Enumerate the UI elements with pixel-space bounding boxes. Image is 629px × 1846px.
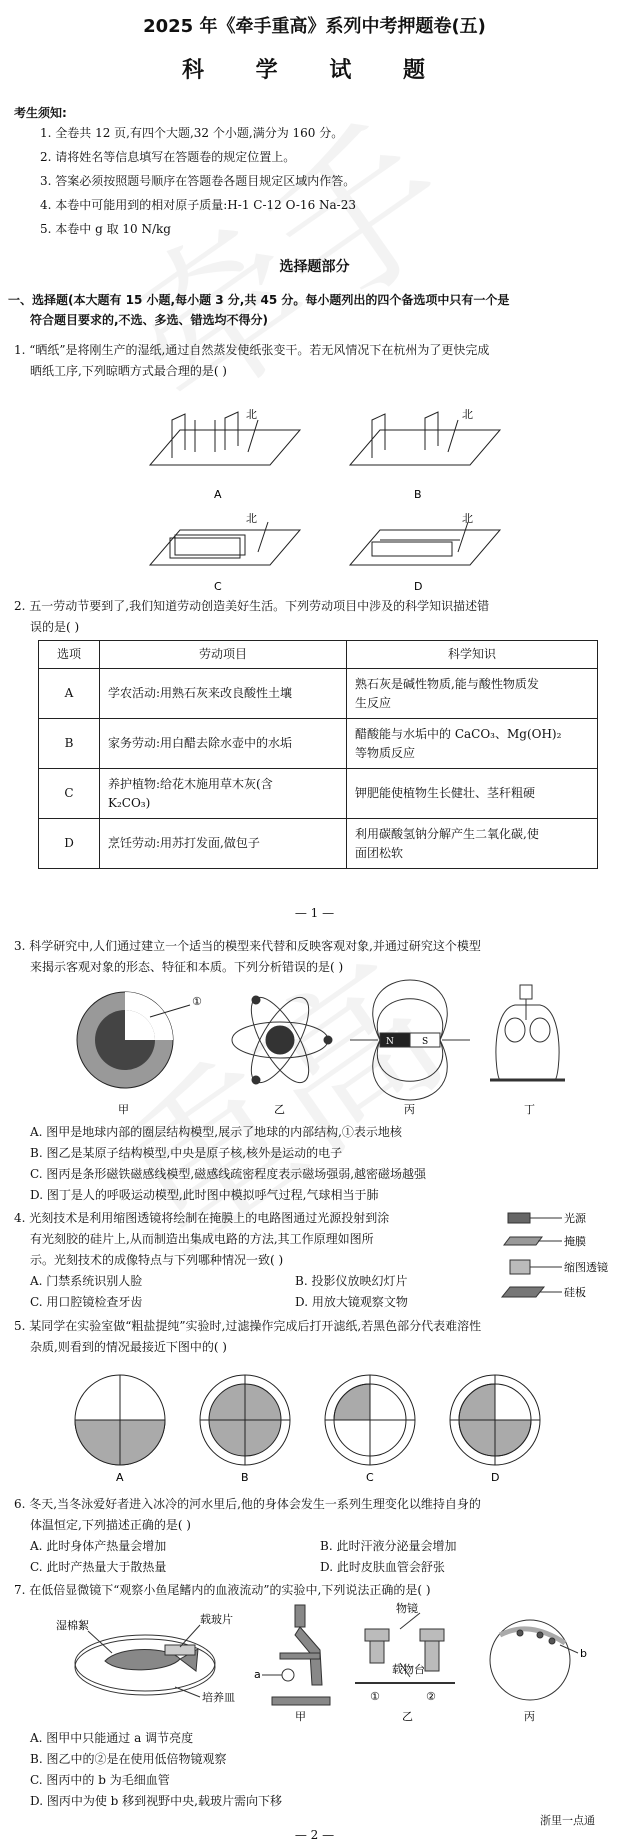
option: D. 图丁是人的呼吸运动模型,此时图中模拟呼气过程,气球相当于肺	[30, 1188, 379, 1202]
option-label-a: A	[214, 488, 222, 501]
label-slide: 载玻片	[200, 1613, 233, 1626]
q4-options	[14, 1271, 534, 1313]
notice-item: 5. 本卷中 g 取 10 N/kg	[40, 222, 171, 236]
option: A. 图甲中只能通过 a 调节亮度	[30, 1731, 194, 1745]
earth-model	[77, 992, 190, 1088]
exam-title: 2025 年《牵手重高》系列中考押题卷(五)	[143, 16, 486, 37]
table-cell: A	[39, 669, 100, 719]
question-2: 2. 五一劳动节要到了,我们知道劳动创造美好生活。下列劳动项目中涉及的科学知识描述错 误的是( )	[14, 599, 490, 634]
filter-paper-figures	[0, 1365, 629, 1490]
option: A. 门禁系统识别人脸	[30, 1274, 143, 1288]
notice-item: 1. 全卷共 12 页,有四个大题,32 个小题,满分为 160 分。	[40, 126, 344, 140]
atom-model	[232, 989, 332, 1090]
label-lens: 缩图透镜	[564, 1261, 608, 1274]
option: C. 用口腔镜检查牙齿	[30, 1295, 143, 1309]
table-row	[39, 669, 598, 719]
fig-label: 乙	[402, 1710, 413, 1723]
q1-figure-b	[350, 412, 500, 465]
north-label: 北	[462, 408, 473, 421]
north-label: 北	[246, 512, 257, 525]
question-1: 1. “晒纸”是将刚生产的湿纸,通过自然蒸发使纸张变干。若无风情况下在杭州为了更快完成 晒纸工序,下列晾晒方式最合理的是( )	[14, 343, 490, 378]
fig-label: 丙	[524, 1710, 535, 1723]
question-7: 7. 在低倍显微镜下“观察小鱼尾鳍内的血液流动”的实验中,下列说法正确的是( )	[14, 1583, 431, 1597]
filter-a	[75, 1375, 165, 1465]
table-row	[39, 769, 598, 819]
table-cell: 醋酸能与水垢中的 CaCO₃、Mg(OH)₂ 等物质反应	[347, 719, 598, 769]
layer-marker: ①	[192, 995, 202, 1008]
table-cell: C	[39, 769, 100, 819]
north-label: 北	[462, 512, 473, 525]
option: D. 图丙中为使 b 移到视野中央,载玻片需向下移	[30, 1794, 282, 1808]
north-label: 北	[246, 408, 257, 421]
table-cell: 养护植物:给花木施用草木灰(含 K₂CO₃)	[100, 769, 347, 819]
fig-label: 乙	[274, 1103, 285, 1116]
table-cell: 学农活动:用熟石灰来改良酸性土壤	[100, 669, 347, 719]
question-3: 3. 科学研究中,人们通过建立一个适当的模型来代替和反映客观对象,并通过研究这个模型 来揭示客观对象的形态、特征和本质。下列分析错误的是( )	[14, 939, 481, 974]
breathing-model	[490, 985, 565, 1080]
q1-figure-a	[150, 412, 300, 465]
label-wafer: 硅板	[564, 1286, 586, 1299]
option: C. 图丙中的 b 为毛细血管	[30, 1773, 170, 1787]
fig-label: 甲	[118, 1103, 129, 1116]
table-cell: 钾肥能使植物生长健壮、茎秆粗硬	[347, 769, 598, 819]
notice-item: 3. 答案必须按照题号顺序在答题卷各题目规定区域内作答。	[40, 174, 356, 188]
label-objective: 物镜	[396, 1602, 418, 1615]
option: A. 此时身体产热量会增加	[30, 1539, 167, 1553]
label-mask: 掩膜	[564, 1235, 586, 1248]
label-a: a	[254, 1668, 261, 1681]
label-light-source: 光源	[564, 1212, 586, 1225]
microscope-figures	[0, 1602, 629, 1725]
page-number: — 2 —	[294, 1828, 335, 1842]
label-cotton: 湿棉絮	[56, 1619, 89, 1632]
notice-item: 2. 请将姓名等信息填写在答题卷的规定位置上。	[40, 150, 296, 164]
fish-dish	[75, 1625, 215, 1697]
label-dish: 培养皿	[202, 1691, 235, 1704]
table-header-row	[39, 641, 598, 669]
lithography-figure	[500, 1205, 620, 1315]
fig-label: 丁	[524, 1103, 535, 1116]
label-lens-1: ①	[370, 1690, 380, 1703]
q1-figure-c	[150, 522, 300, 565]
option-label-c: C	[214, 580, 222, 593]
microscope	[262, 1605, 330, 1705]
q7-options	[14, 1728, 620, 1812]
magnet-s-label: S	[422, 1037, 429, 1047]
option: A. 图甲是地球内部的圈层结构模型,展示了地球的内部结构,①表示地核	[30, 1125, 402, 1139]
q3-model-figures	[0, 985, 629, 1120]
option: B. 图乙中的②是在使用低倍物镜观察	[30, 1752, 227, 1766]
table-row	[39, 719, 598, 769]
question-6: 6. 冬天,当冬泳爱好者进入冰冷的河水里后,他的身体会发生一系列生理变化以维持自身的 体温恒定,下列描述正确的是( ) A. 此时身体产热量会增加 B. 此时汗液分泌量会增加 C. 此时产热量大于散热量 D. 此时皮肤血管会舒张	[14, 1494, 620, 1578]
table-cell: D	[39, 819, 100, 869]
label-stage: 载物台	[392, 1663, 425, 1676]
fig-label: 丙	[404, 1103, 415, 1116]
field-of-view	[490, 1620, 578, 1700]
page-number: — 1 —	[294, 906, 335, 920]
option: C. 图丙是条形磁铁磁感线模型,磁感线疏密程度表示磁场强弱,越密磁场越强	[30, 1167, 427, 1181]
fig-label: 甲	[295, 1710, 306, 1723]
label-b: b	[580, 1647, 587, 1660]
labor-table	[38, 640, 598, 869]
magnet-field-model	[350, 980, 470, 1100]
subject-title: 科 学 试 题	[182, 58, 447, 83]
option: B. 投影仪放映幻灯片	[295, 1274, 408, 1288]
option-label-d: D	[414, 580, 423, 593]
filter-d	[450, 1375, 540, 1465]
option: B. 此时汗液分泌量会增加	[320, 1539, 457, 1553]
table-header: 劳动项目	[100, 641, 347, 669]
table-row	[39, 819, 598, 869]
part-heading: 一、选择题(本大题有 15 小题,每小题 3 分,共 45 分。每小题列出的四个备选项中只有一个是 符合题目要求的,不选、多选、错选均不得分)	[8, 293, 510, 327]
q1-drying-figures	[0, 390, 629, 593]
table-cell: 利用碳酸氢钠分解产生二氧化碳,使 面团松软	[347, 819, 598, 869]
notice-item: 4. 本卷中可能用到的相对原子质量:H-1 C-12 O-16 Na-23	[40, 198, 356, 212]
table-header: 选项	[39, 641, 100, 669]
option: B. 图乙是某原子结构模型,中央是原子核,核外是运动的电子	[30, 1146, 343, 1160]
option-label-a: A	[116, 1471, 124, 1484]
magnet-n-label: N	[386, 1037, 394, 1047]
table-cell: 熟石灰是碱性物质,能与酸性物质发 生反应	[347, 669, 598, 719]
question-5: 5. 某同学在实验室做“粗盐提纯”实验时,过滤操作完成后打开滤纸,若黑色部分代表难溶性 杂质,则看到的情况最接近下图中的( )	[14, 1319, 482, 1354]
filter-b	[200, 1375, 290, 1465]
option-label-c: C	[366, 1471, 374, 1484]
table-cell: B	[39, 719, 100, 769]
footer-source: 浙里一点通	[540, 1814, 595, 1827]
filter-c	[325, 1375, 415, 1465]
option: C. 此时产热量大于散热量	[30, 1560, 167, 1574]
notice-heading: 考生须知:	[14, 106, 67, 120]
q1-figure-d	[350, 522, 500, 565]
option-label-b: B	[414, 488, 422, 501]
option-label-d: D	[491, 1471, 500, 1484]
table-header: 科学知识	[347, 641, 598, 669]
option: D. 用放大镜观察文物	[295, 1295, 408, 1309]
table-cell: 家务劳动:用白醋去除水壶中的水垢	[100, 719, 347, 769]
table-cell: 烹饪劳动:用苏打发面,做包子	[100, 819, 347, 869]
question-4: 4. 光刻技术是利用缩图透镜将绘制在掩膜上的电路图通过光源投射到涂 有光刻胶的硅片上,从而制造出集成电路的方法,其工作原理如图所 示。光刻技术的成像特点与下列哪种情况一致( )	[14, 1211, 390, 1267]
section-title: 选择题部分	[279, 259, 350, 275]
option: D. 此时皮肤血管会舒张	[320, 1560, 445, 1574]
q3-options	[14, 1122, 620, 1206]
option-label-b: B	[241, 1471, 249, 1484]
label-lens-2: ②	[426, 1690, 436, 1703]
